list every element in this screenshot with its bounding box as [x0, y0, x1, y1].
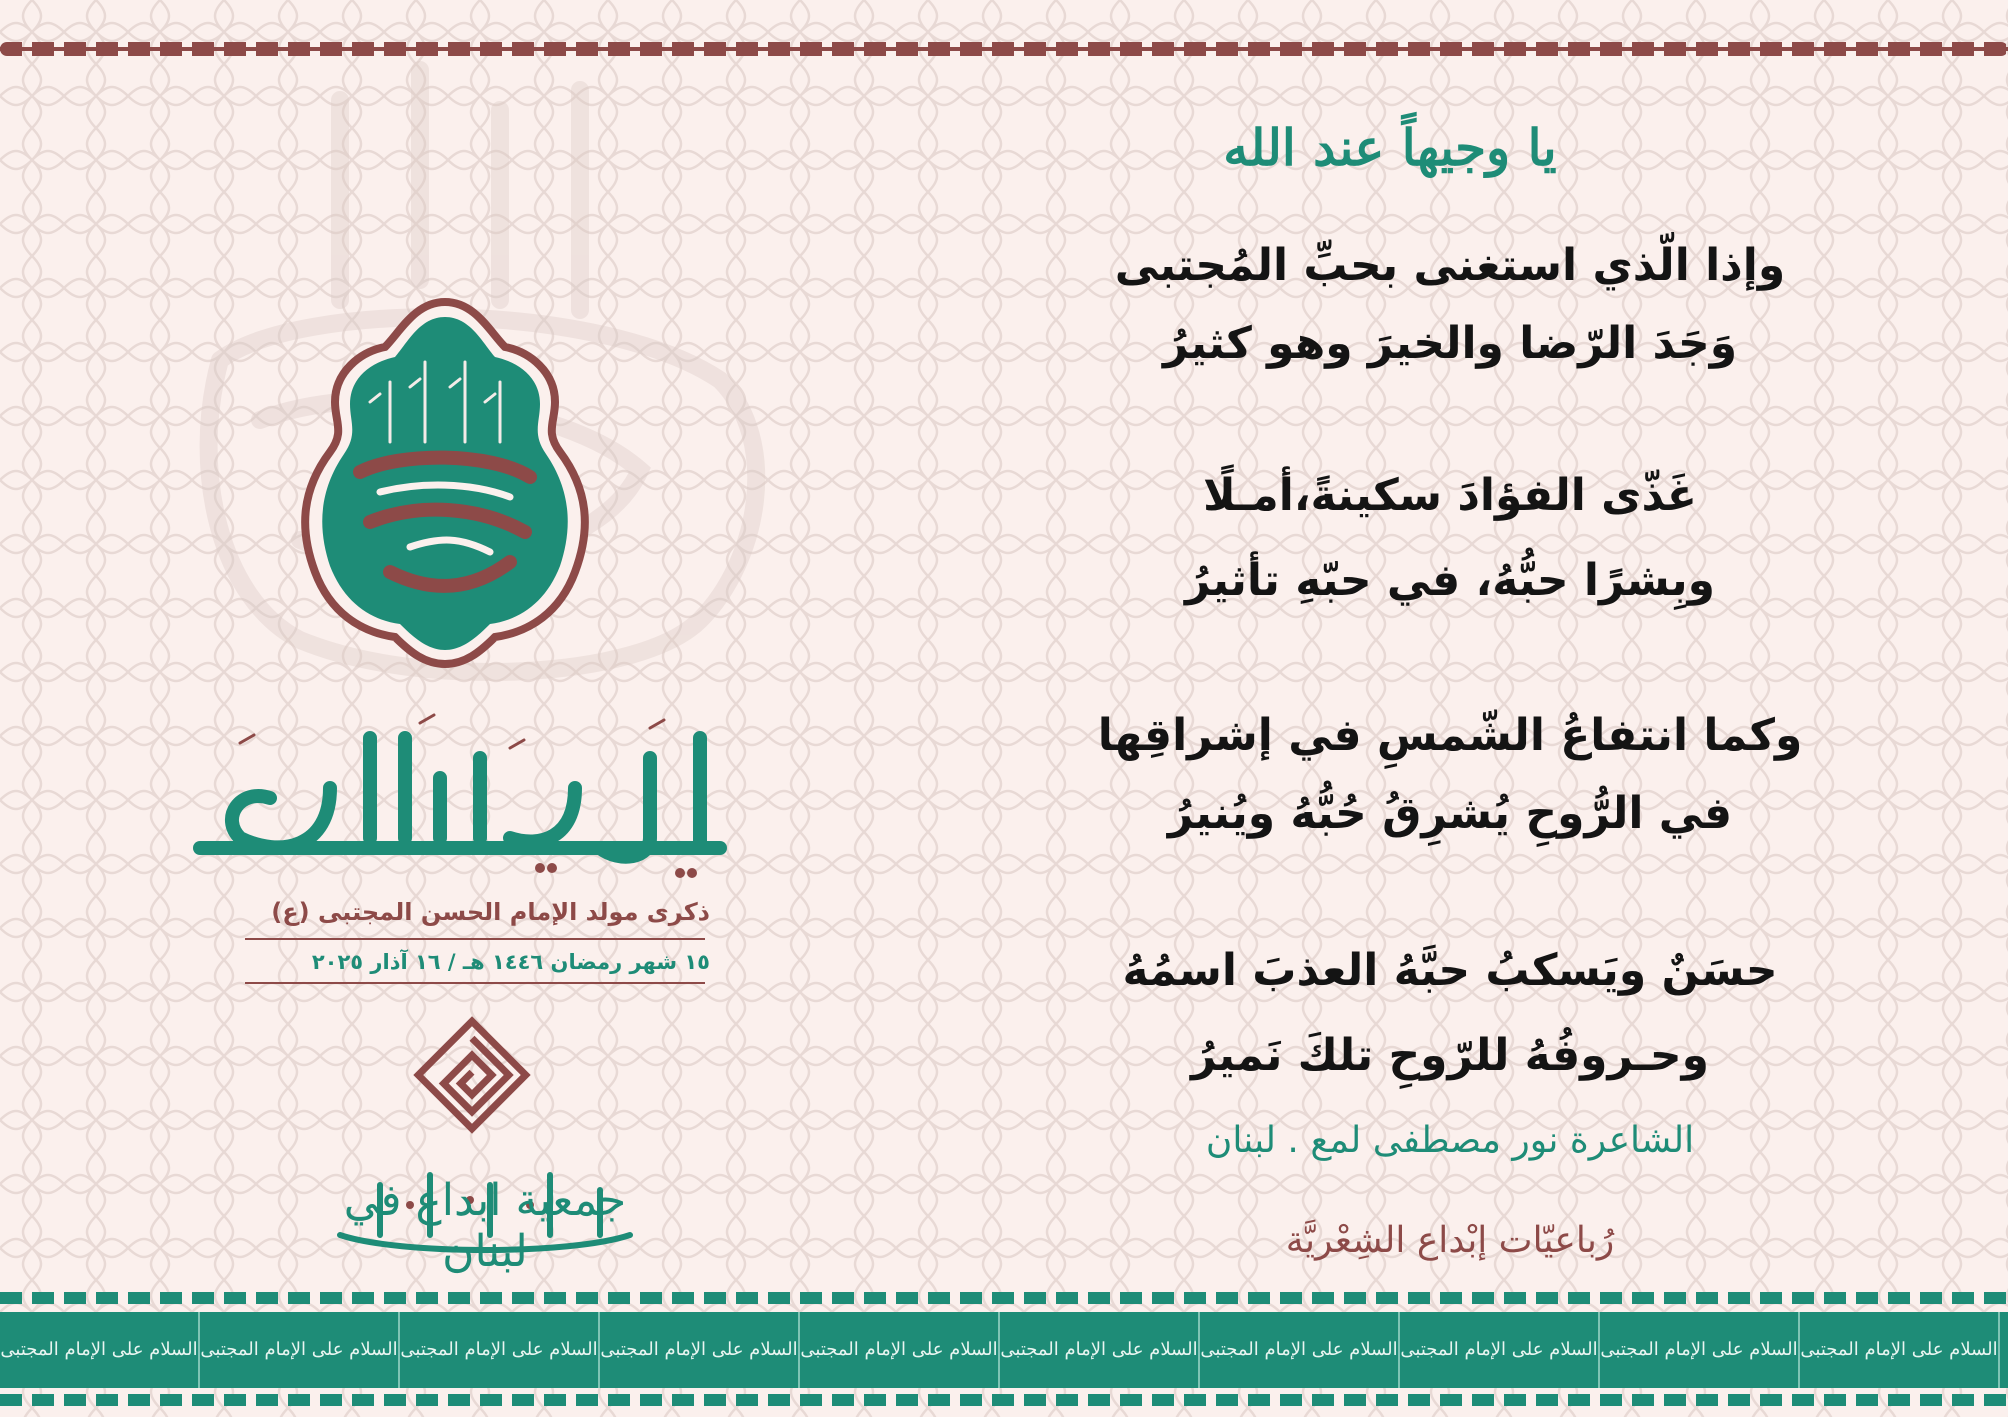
emblem-medallion: [290, 292, 600, 672]
verse-3: غَذّى الفؤادَ سكينةً،أمـلًا: [1203, 470, 1697, 521]
poem-title: يا وجيهاً عند الله: [1223, 118, 1557, 177]
verse-2: وَجَدَ الرّضا والخيرَ وهو كثيرُ: [1162, 318, 1738, 369]
top-border-dashes: [0, 42, 2008, 56]
date-text: ١٥ شهر رمضان ١٤٤٦ هـ / ١٦ آذار ٢٠٢٥: [311, 950, 710, 974]
band-tile: السلام على الإمام المجتبى: [0, 1312, 200, 1388]
left-column: [180, 60, 780, 1280]
band-tile: السلام على الإمام المجتبى: [1400, 1312, 1600, 1388]
verse-6: في الرُّوحِ يُشرِقُ حُبُّهُ ويُنيرُ: [1167, 788, 1733, 839]
association-name: جمعية ابداع في لبنان: [343, 1175, 627, 1277]
kufic-square-logo: [412, 1015, 532, 1135]
top-border: [0, 42, 2008, 56]
band-tile: السلام على الإمام المجتبى: [1800, 1312, 2000, 1388]
bottom-band-bottom-strip: [0, 1394, 2008, 1406]
bottom-band: [0, 1292, 2008, 1417]
poet-name: الشاعرة نور مصطفى لمع . لبنان: [1205, 1120, 1695, 1161]
band-tile: السلام على الإمام المجتبى: [400, 1312, 600, 1388]
verse-4: وبِشرًا حبُّهُ، في حبّهِ تأثيرُ: [1184, 555, 1716, 606]
band-tile: السلام على الإمام المجتبى: [1600, 1312, 1800, 1388]
verse-1: وإذا الّذي استغنى بحبِّ المُجتبى: [1114, 240, 1786, 291]
occasion-text: ذكرى مولد الإمام الحسن المجتبى (ع): [271, 898, 710, 926]
occasion-divider: [245, 938, 705, 940]
band-tile: السلام على الإمام المجتبى: [1200, 1312, 1400, 1388]
verse-5: وكما انتفاعُ الشّمسِ في إشراقِها: [1097, 710, 1803, 761]
bottom-band-text-strip: [0, 1312, 2008, 1388]
series-title: رُباعيّات إبْداع الشِعْريَّة: [1285, 1220, 1615, 1261]
calligraphy-title-graphic: [180, 698, 740, 913]
band-tile: السلام على الإمام المجتبى: [600, 1312, 800, 1388]
band-tile: السلام على الإمام المجتبى: [1000, 1312, 1200, 1388]
bottom-band-top-strip: [0, 1292, 2008, 1304]
date-divider: [245, 982, 705, 984]
verse-8: وحـروفُهُ للرّوحِ تلكَ نَميرُ: [1191, 1030, 1709, 1081]
band-tile: السلام على الإمام المجتبى: [800, 1312, 1000, 1388]
verse-7: حسَنٌ ويَسكبُ حبَّهُ العذبَ اسمُهُ: [1122, 945, 1778, 996]
band-tile: السلام على الإمام المجتبى: [200, 1312, 400, 1388]
